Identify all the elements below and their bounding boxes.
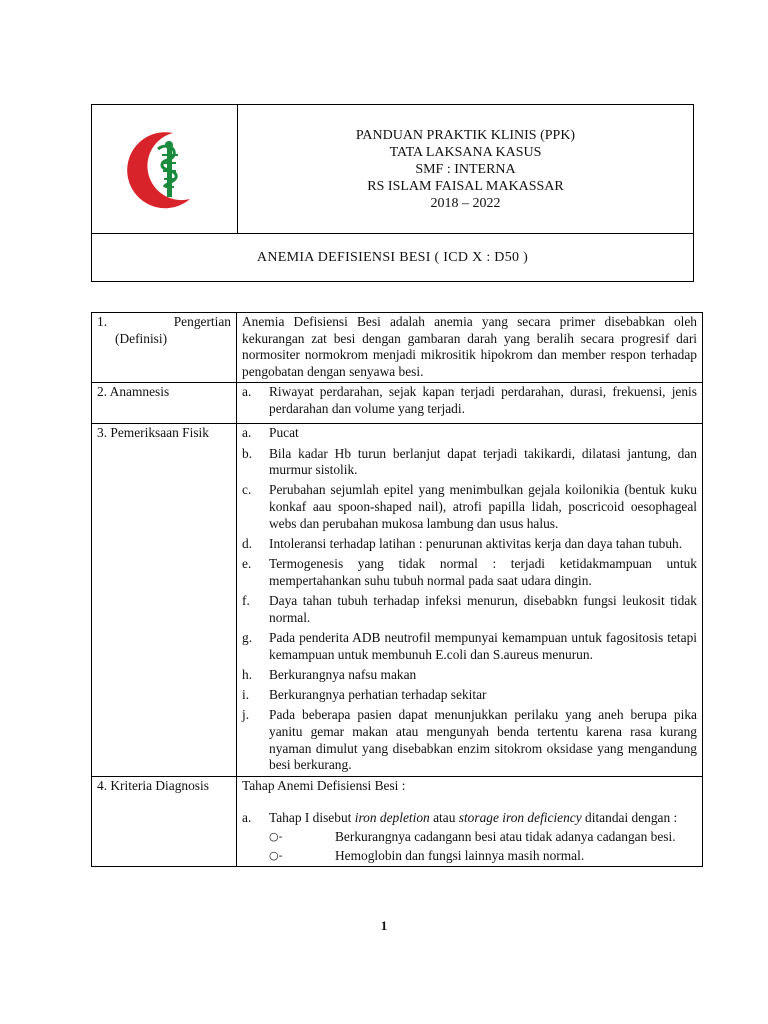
bullet-icon: ○-	[269, 848, 283, 862]
header-line-3: SMF : INTERNA	[415, 162, 516, 177]
document-subject: ANEMIA DEFISIENSI BESI ( ICD X : D50 )	[256, 250, 529, 265]
sub-list-item: ○- Hemoglobin dan fungsi lainnya masih normal.	[269, 847, 585, 863]
row-label: 3. Pemeriksaan Fisik	[92, 424, 237, 776]
bullet-icon: ○-	[269, 829, 283, 843]
list-item: b. Bila kadar Hb turun berlanjut dapat terjadi takikardi, dilatasi jantung, dan murmur sistolik.	[242, 445, 697, 478]
row-label: 4. Kriteria Diagnosis	[92, 776, 237, 866]
list-item: a. Pucat	[242, 425, 299, 441]
physical-exam-content	[237, 424, 703, 776]
page-number: 1	[380, 918, 388, 933]
anamnesis-content	[237, 383, 703, 424]
row-pemeriksaan-fisik	[92, 424, 703, 776]
list-item: h. Berkurangnya nafsu makan	[242, 666, 417, 682]
row-label-cell	[92, 313, 237, 383]
row-number: 1.	[97, 314, 108, 329]
header-line-1: PANDUAN PRAKTIK KLINIS (PPK)	[355, 128, 576, 143]
ppk-table	[91, 312, 703, 867]
list-item: i. Berkurangnya perhatian terhadap sekitar	[242, 687, 487, 703]
list-item: f. Daya tahan tubuh terhadap infeksi menurun, disebabkn fungsi leukosit tidak normal.	[242, 593, 697, 625]
list-item: g. Pada penderita ADB neutrofil mempunyai kemampuan untuk fagositosis tetapi kemampuan untuk membunuh E.coli dan S.aureus menurun.	[242, 629, 697, 662]
header-title-block	[238, 105, 693, 233]
list-item: e. Termogenesis yang tidak normal : terjadi ketidakmampuan untuk mempertahankan suhu tubuh normal pada saat udara dingin.	[242, 556, 697, 588]
sub-list-item: ○- Berkurangnya cadangann besi atau tidak adanya cadangan besi.	[269, 828, 676, 844]
row-kriteria-diagnosis	[92, 776, 703, 866]
hospital-logo-icon	[118, 125, 208, 215]
header-line-2: TATA LAKSANA KASUS	[389, 145, 542, 160]
row-definisi	[92, 313, 703, 383]
document-header	[91, 104, 694, 282]
list-item: d. Intoleransi terhadap latihan : penurunan aktivitas kerja dan daya tahan tubuh.	[242, 535, 683, 551]
diagnosis-intro: Tahap Anemi Defisiensi Besi :	[242, 777, 406, 793]
row-label: Pengertian	[173, 314, 231, 329]
header-line-5: 2018 – 2022	[430, 196, 501, 211]
list-item: c. Perubahan sejumlah epitel yang menimbulkan gejala koilonikia (bentuk kuku konkaf aau spoon-shaped nail), atrofi papilla lidah, poscricoid oesophageal webs dan perubahan mukosa lambung dan usus halus.	[242, 482, 697, 531]
list-item: a. Tahap I disebut iron depletion atau storage iron deficiency ditandai dengan :	[242, 810, 678, 826]
row-label: 2. Anamnesis	[92, 383, 237, 424]
row-label-sub: (Definisi)	[115, 330, 168, 346]
header-line-4: RS ISLAM FAISAL MAKASSAR	[367, 179, 564, 194]
logo-cell	[92, 105, 238, 233]
list-item: a. Riwayat perdarahan, sejak kapan terjadi perdarahan, durasi, frekuensi, jenis perdarahan dan volume yang terjadi.	[242, 384, 697, 416]
diagnosis-content	[237, 776, 703, 866]
list-item: j. Pada beberapa pasien dapat menunjukkan perilaku yang aneh berupa pika yanitu gemar makan atau mengunyah benda tertentu karena rasa kurang nyaman dimulut yang disebabkan enzim sitokrom oksidase yang mengandung besi berkurang.	[242, 707, 697, 773]
definition-text: Anemia Defisiensi Besi adalah anemia yang secara primer disebabkan oleh kekurangan zat besi dengan gambaran darah yang beralih secara progresif dari normositer normokrom menjadi mikrositik hipokrom dan member respon terhadap pengobatan dengan senyawa besi.	[237, 313, 703, 383]
row-anamnesis	[92, 383, 703, 424]
